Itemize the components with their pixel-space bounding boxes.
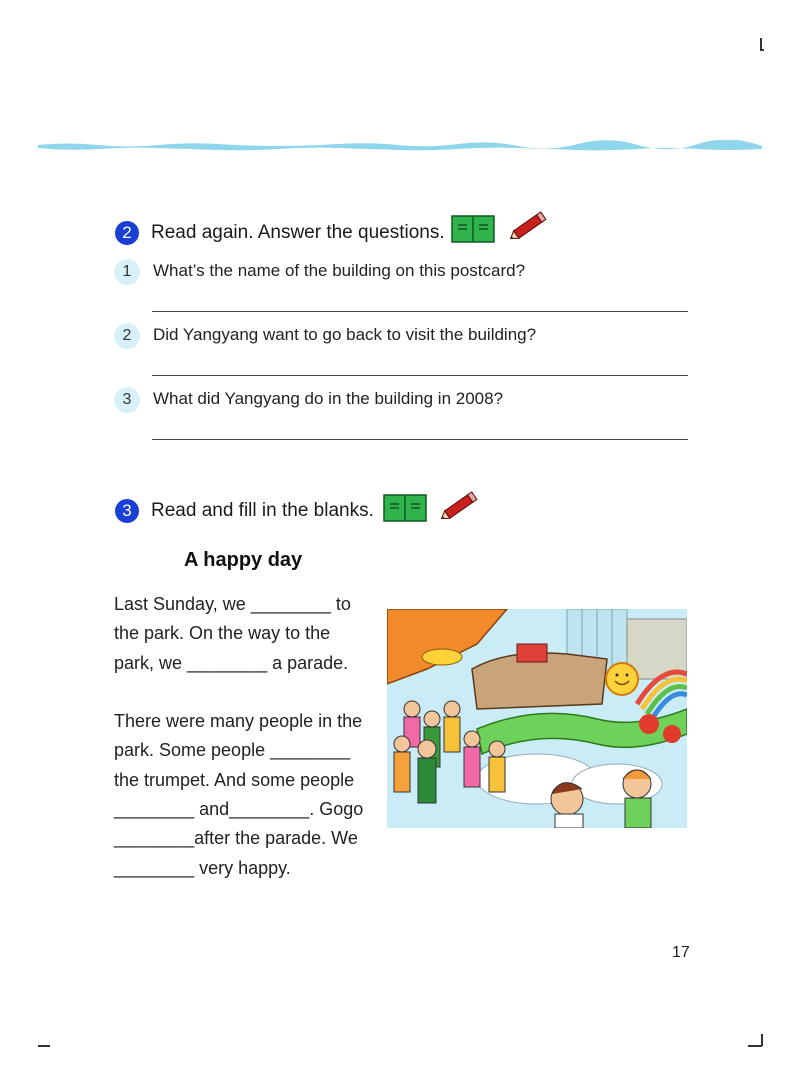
answer-line[interactable] xyxy=(152,375,688,376)
question-number-badge: 1 xyxy=(114,259,140,285)
story-line: ________after the parade. We xyxy=(114,828,358,849)
answer-line[interactable] xyxy=(152,311,688,312)
crop-mark-bottom-right-h xyxy=(748,1045,762,1047)
question-text: Did Yangyang want to go back to visit the building? xyxy=(153,325,537,344)
crop-mark-top-right-foot xyxy=(760,49,764,51)
story-line: park. Some people ________ xyxy=(114,740,351,761)
crop-mark-bottom-right-v xyxy=(761,1034,763,1046)
paragraph-gap xyxy=(114,678,384,707)
question-number-badge: 2 xyxy=(114,323,140,349)
story-title: A happy day xyxy=(184,549,303,571)
parade-illustration xyxy=(387,609,687,828)
section-number-badge: 3 xyxy=(115,499,139,523)
story-line: the park. On the way to the xyxy=(114,623,331,644)
page-number: 17 xyxy=(672,944,690,961)
section-number-badge: 2 xyxy=(115,221,139,245)
story-line: Last Sunday, we ________ to xyxy=(114,594,351,614)
question-number-badge: 3 xyxy=(114,387,140,413)
story-line: the trumpet. And some people xyxy=(114,769,355,790)
pencil-icon xyxy=(506,210,550,244)
section-title: Read and fill in the blanks. xyxy=(151,500,374,521)
section-title: Read again. Answer the questions. xyxy=(151,222,445,243)
header-wave-line xyxy=(38,140,762,152)
answer-line[interactable] xyxy=(152,439,688,440)
question-text: What’s the name of the building on this postcard? xyxy=(153,261,526,280)
crop-mark-bottom-left xyxy=(38,1045,50,1047)
story-line: ________ very happy. xyxy=(114,857,291,878)
story-line: There were many people in the xyxy=(114,711,363,732)
story-text xyxy=(114,590,384,883)
question-text: What did Yangyang do in the building in 2008? xyxy=(153,389,504,408)
story-line: park, we ________ a parade. xyxy=(114,652,349,673)
open-book-icon xyxy=(383,494,427,522)
story-line: ________ and________. Gogo xyxy=(114,799,364,820)
open-book-icon xyxy=(451,215,495,243)
pencil-icon xyxy=(437,490,481,524)
